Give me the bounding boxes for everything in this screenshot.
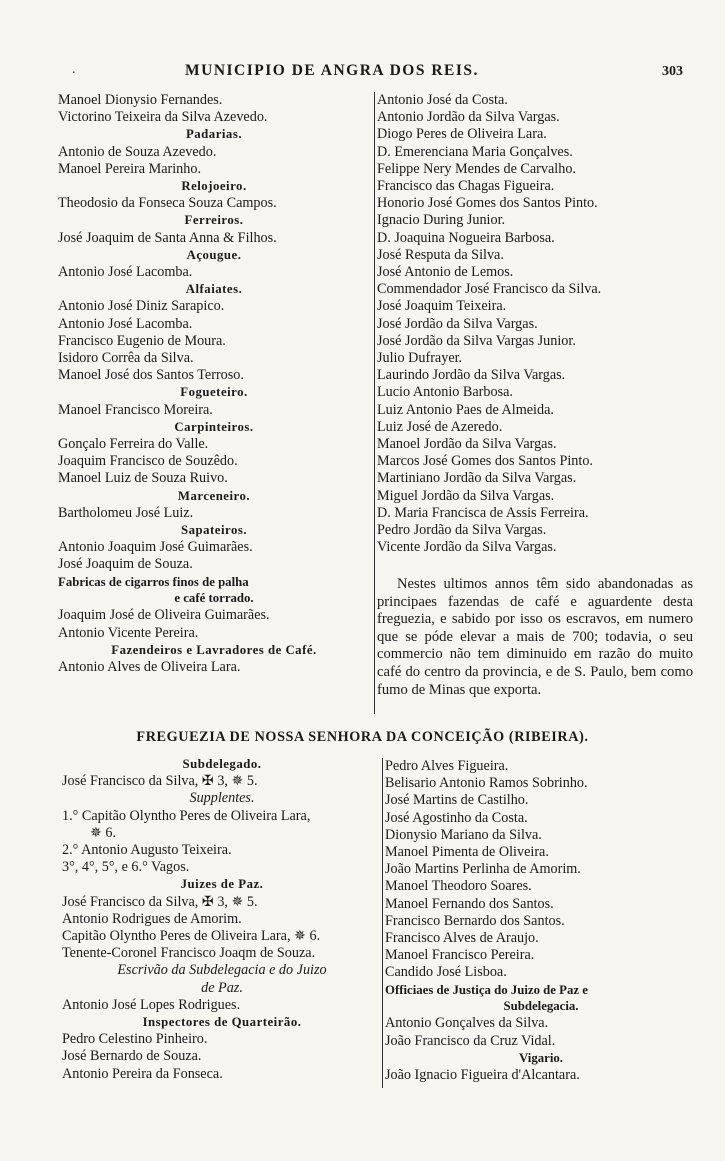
list-entry: Manoel Pereira Marinho.: [58, 160, 202, 177]
upper-right-column: [377, 92, 677, 556]
list-entry: Antonio Vicente Pereira.: [58, 624, 199, 641]
list-entry: ✵ 6.: [90, 824, 117, 841]
section-heading: Supplentes.: [189, 790, 255, 807]
section-heading: Sapateiros.: [180, 523, 248, 538]
lower-column-divider: [382, 758, 383, 1088]
list-entry: Manoel Luiz de Souza Ruivo.: [58, 470, 228, 487]
section-heading: Juizes de Paz.: [180, 877, 264, 892]
list-entry: José Bernardo de Souza.: [62, 1048, 202, 1065]
list-entry: Commendador José Francisco da Silva.: [377, 281, 602, 298]
upper-left-column: [58, 92, 370, 676]
list-entry: Pedro Alves Figueira.: [385, 758, 509, 774]
list-entry: João Francisco da Cruz Vidal.: [385, 1032, 556, 1049]
list-entry: D. Emerenciana Maria Gonçalves.: [377, 143, 573, 160]
list-entry: José Jordão da Silva Vargas Junior.: [377, 332, 576, 349]
list-entry: Antonio Rodrigues de Amorim.: [62, 910, 242, 927]
commerce-paragraph: Nestes ultimos annos têm sido abandonadas as principaes fazendas de café e aguardente desta freguezia, e sabido por isso os escravos, em numero que se póde elevar a mais de 700; todavia, o seu commercio não tem diminuido em razão do muito café do centro da provincia, e de S. Paulo, bem como fumo de Minas que exporta.: [377, 576, 693, 698]
list-entry: Antonio de Souza Azevedo.: [58, 143, 217, 160]
list-entry: Antonio Gonçalves da Silva.: [385, 1015, 549, 1032]
upper-column-divider: [374, 92, 375, 714]
list-entry: Manoel Francisco Pereira.: [385, 947, 535, 964]
list-entry: Dionysio Mariano da Silva.: [385, 826, 542, 843]
header-mark: .: [72, 62, 76, 77]
list-entry: Joaquim Francisco de Souzêdo.: [58, 453, 238, 470]
list-entry: Candido José Lisboa.: [385, 964, 507, 981]
list-entry: Vicente Jordão da Silva Vargas.: [377, 539, 557, 556]
list-entry: 3°, 4°, 5°, e 6.° Vagos.: [62, 859, 190, 876]
list-entry: Gonçalo Ferreira do Valle.: [58, 436, 209, 453]
section-heading: Ferreiros.: [184, 213, 244, 228]
list-entry: Francisco Eugenio de Moura.: [58, 332, 226, 349]
list-entry: Francisco Bernardo dos Santos.: [385, 912, 565, 929]
list-entry: Diogo Peres de Oliveira Lara.: [377, 126, 547, 143]
list-entry: José Jordão da Silva Vargas.: [377, 315, 538, 332]
list-entry: Manoel Jordão da Silva Vargas.: [377, 436, 557, 453]
list-entry: Antonio Alves de Oliveira Lara.: [58, 659, 241, 675]
list-entry: Marcos José Gomes dos Santos Pinto.: [377, 453, 593, 470]
list-entry: Antonio José Lacomba.: [58, 264, 193, 281]
list-entry: Belisario Antonio Ramos Sobrinho.: [385, 775, 588, 792]
list-entry: Francisco das Chagas Figueira.: [377, 178, 555, 195]
section-heading: Alfaiates.: [185, 282, 243, 297]
running-title: MUNICIPIO DE ANGRA DOS REIS.: [185, 62, 479, 79]
section-heading: Subdelegado.: [182, 757, 262, 771]
list-entry: Luiz José de Azeredo.: [377, 418, 503, 435]
list-entry: Manoel Theodoro Soares.: [385, 878, 532, 895]
section-heading: Inspectores de Quarteirão.: [142, 1015, 302, 1030]
list-entry: Victorino Teixeira da Silva Azevedo.: [58, 109, 268, 126]
section-heading: Carpinteiros.: [174, 419, 254, 434]
list-entry: José Antonio de Lemos.: [377, 264, 514, 281]
section-heading: Fogueteiro.: [180, 385, 248, 400]
list-entry: Manoel Fernando dos Santos.: [385, 895, 554, 912]
list-entry: José Agostinho da Costa.: [385, 809, 528, 826]
list-entry: Joaquim José de Oliveira Guimarães.: [58, 607, 270, 624]
list-entry: José Resputa da Silva.: [377, 246, 504, 263]
lower-left-column: [62, 756, 382, 1083]
list-entry: José Francisco da Silva, ✠ 3, ✵ 5.: [62, 893, 258, 910]
page-number: 303: [662, 64, 683, 79]
section-heading: Fazendeiros e Lavradores de Café.: [111, 642, 317, 657]
page-header: [0, 60, 725, 86]
list-entry: Antonio José Lacomba.: [58, 315, 193, 332]
list-entry: Isidoro Corrêa da Silva.: [58, 350, 194, 367]
section-heading: Officiaes de Justiça do Juizo de Paz e: [385, 982, 588, 997]
list-entry: Julio Dufrayer.: [377, 350, 463, 367]
list-entry: Antonio José Diniz Sarapico.: [58, 298, 225, 315]
section-heading: Fabricas de cigarros finos de palha: [58, 574, 249, 589]
section-heading: Escrivão da Subdelegacia e do Juizo: [117, 962, 327, 979]
list-entry: Antonio Joaquim José Guimarães.: [58, 539, 253, 556]
list-entry: Antonio Pereira da Fonseca.: [62, 1065, 223, 1082]
section-heading: Padarias.: [185, 127, 243, 142]
list-entry: Honorio José Gomes dos Santos Pinto.: [377, 195, 598, 212]
list-entry: 1.° Capitão Olyntho Peres de Oliveira Lara,: [62, 807, 311, 824]
list-entry: Capitão Olyntho Peres de Oliveira Lara, ✵ 6.: [62, 928, 321, 945]
list-entry: João Martins Perlinha de Amorim.: [385, 861, 581, 878]
list-entry: Manoel Pimenta de Oliveira.: [385, 844, 549, 861]
section-heading: Vigario.: [519, 1050, 563, 1065]
list-entry: 2.° Antonio Augusto Teixeira.: [62, 842, 232, 859]
list-entry: Laurindo Jordão da Silva Vargas.: [377, 367, 566, 384]
list-entry: D. Maria Francisca de Assis Ferreira.: [377, 504, 589, 521]
list-entry: Manoel Dionysio Fernandes.: [58, 92, 223, 108]
list-entry: Antonio José Lopes Rodrigues.: [62, 996, 241, 1013]
list-entry: José Joaquim Teixeira.: [377, 298, 507, 315]
list-entry: Martiniano Jordão da Silva Vargas.: [377, 470, 577, 487]
list-entry: Antonio Jordão da Silva Vargas.: [377, 109, 560, 126]
list-entry: D. Joaquina Nogueira Barbosa.: [377, 229, 555, 246]
list-entry: Luiz Antonio Paes de Almeida.: [377, 401, 554, 418]
list-entry: Felippe Nery Mendes de Carvalho.: [377, 160, 576, 177]
section-heading: Açougue.: [186, 247, 242, 262]
list-entry: Ignacio During Junior.: [377, 212, 506, 229]
list-entry: Manoel José dos Santos Terroso.: [58, 367, 244, 384]
list-entry: Pedro Jordão da Silva Vargas.: [377, 522, 547, 539]
list-entry: Miguel Jordão da Silva Vargas.: [377, 487, 555, 504]
section-heading: de Paz.: [201, 979, 243, 996]
list-entry: Antonio José da Costa.: [377, 92, 508, 108]
list-entry: Manoel Francisco Moreira.: [58, 401, 213, 418]
section-heading: Marceneiro.: [177, 488, 251, 503]
list-entry: Lucio Antonio Barbosa.: [377, 384, 513, 401]
list-entry: Pedro Celestino Pinheiro.: [62, 1031, 208, 1048]
section-heading: Relojoeiro.: [181, 179, 247, 194]
list-entry: Bartholomeu José Luiz.: [58, 504, 194, 521]
list-entry: José Joaquim de Souza.: [58, 556, 193, 573]
section-title: FREGUEZIA DE NOSSA SENHORA DA CONCEIÇÃO (RIBEIRA).: [136, 729, 589, 745]
lower-right-column: [385, 758, 697, 1084]
list-entry: José Martins de Castilho.: [385, 792, 529, 809]
list-entry: Theodosio da Fonseca Souza Campos.: [58, 195, 277, 212]
list-entry: Francisco Alves de Araujo.: [385, 930, 539, 947]
list-entry: João Ignacio Figueira d'Alcantara.: [385, 1066, 580, 1083]
section-heading: Subdelegacia.: [503, 999, 579, 1014]
list-entry: José Francisco da Silva, ✠ 3, ✵ 5.: [62, 773, 258, 790]
list-entry: José Joaquim de Santa Anna & Filhos.: [58, 229, 277, 246]
section-heading: e café torrado.: [174, 591, 254, 606]
commerce-paragraph-box: [377, 576, 693, 699]
list-entry: Tenente-Coronel Francisco Joaqm de Souza.: [62, 945, 316, 962]
